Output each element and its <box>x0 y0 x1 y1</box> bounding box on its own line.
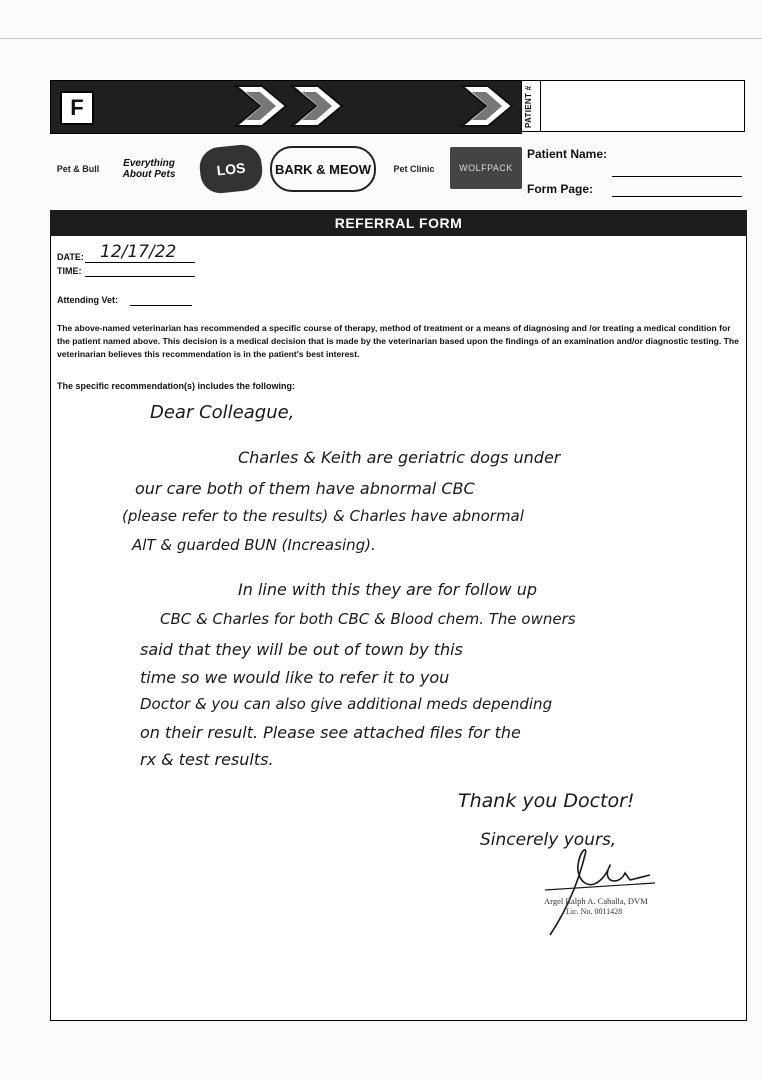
everything-about-pets-logo: Everything About Pets <box>122 158 176 180</box>
los-logo: LOS <box>198 143 264 195</box>
time-label: TIME: <box>57 266 82 276</box>
letter-line: In line with this they are for follow up <box>238 580 537 599</box>
disclaimer-paragraph: The above-named veterinarian has recommended a specific course of therapy, method of treatment or a means of diagnosing and /or treating a medical condition for the patient named above. This decision is a medical decision that is made by the veterinarian based upon the findings of an examination and/or diagnostic testing. The veterinarian believes this recommendation is in the patient's best interest. <box>57 323 739 359</box>
bark-meow-logo: BARK & MEOW <box>270 146 376 192</box>
patient-number-box <box>521 80 745 132</box>
letter-line: our care both of them have abnormal CBC <box>135 479 475 498</box>
date-value: 12/17/22 <box>100 242 177 262</box>
letter-line: said that they will be out of town by this <box>140 640 463 659</box>
form-page-field[interactable] <box>612 196 742 197</box>
wolfpack-logo: WOLFPACK <box>450 147 522 189</box>
letter-greeting: Dear Colleague, <box>150 402 295 423</box>
letter-line: on their result. Please see attached files for the <box>140 723 521 742</box>
form-title: REFERRAL FORM <box>50 210 747 236</box>
letter-closing: Sincerely yours, <box>480 830 617 850</box>
letter-line: Charles & Keith are geriatric dogs under <box>238 448 561 467</box>
letter-line: Doctor & you can also give additional meds depending <box>140 695 553 713</box>
patient-name-label: Patient Name: <box>527 147 608 161</box>
page-fold-line <box>0 38 762 39</box>
patient-name-field[interactable] <box>612 176 742 177</box>
recommendation-label: The specific recommendation(s) includes the following: <box>57 381 296 391</box>
pet-clinic-logo: Pet Clinic <box>393 164 435 174</box>
date-field-line[interactable] <box>85 262 195 263</box>
time-field-line[interactable] <box>85 276 195 277</box>
patient-number-label: PATIENT # <box>524 85 533 128</box>
letter-thanks: Thank you Doctor! <box>458 790 635 812</box>
chevron-arrow-icon <box>288 80 348 132</box>
letter-line: CBC & Charles for both CBC & Blood chem. The owners <box>160 610 576 628</box>
chevron-arrow-icon <box>232 80 292 132</box>
license-number: Lic. No. 0011428 <box>566 907 623 916</box>
date-label: DATE: <box>57 252 84 262</box>
letter-line: (please refer to the results) & Charles have abnormal <box>122 507 524 525</box>
letter-line: AlT & guarded BUN (Increasing). <box>132 536 376 554</box>
form-page-label: Form Page: <box>527 182 594 196</box>
attending-vet-label: Attending Vet: <box>57 295 118 305</box>
form-letter-box: F <box>60 91 94 125</box>
letter-line: rx & test results. <box>140 750 274 769</box>
chevron-arrow-icon <box>458 80 518 132</box>
signature-mark <box>530 835 670 945</box>
pet-ko-logo: Pet & Bull <box>56 164 100 174</box>
patient-number-divider <box>540 80 541 132</box>
signatory-name: Argel Ralph A. Caballa, DVM <box>544 896 648 906</box>
attending-vet-field-line[interactable] <box>130 305 192 306</box>
letter-line: time so we would like to refer it to you <box>140 668 450 687</box>
